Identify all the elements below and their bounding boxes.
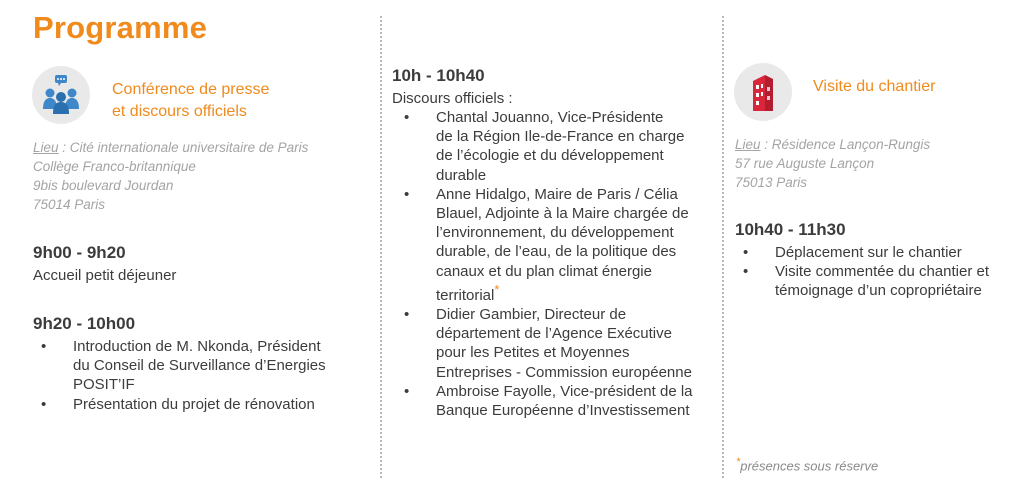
- list-item: • Introduction de M. Nkonda, Président du Conseil de Surveillance d’Energies POSIT’IF: [33, 337, 363, 395]
- list-item: • Visite commentée du chantier et témoignage d’un copropriétaire: [735, 262, 1015, 300]
- site-address: Lieu : Résidence Lançon-Rungis 57 rue Auguste Lançon 75013 Paris: [735, 137, 931, 190]
- list-item: • Chantal Jouanno, Vice-Présidente de la Région Ile-de-France en charge de l’écologie et du développement durable: [396, 108, 716, 185]
- footnote: *présences sous réserve: [736, 456, 879, 474]
- site-visit-header: Visite du chantier: [813, 78, 936, 95]
- agenda-list: [33, 337, 363, 414]
- slot-description: Accueil petit déjeuner: [33, 267, 177, 284]
- list-item: • Déplacement sur le chantier: [735, 243, 1015, 262]
- speakers-list: [396, 108, 716, 420]
- list-item: • Didier Gambier, Directeur de département de l’Agence Exécutive pour les Petites et Moyennes Entreprises - Commission européenne: [396, 305, 716, 382]
- time-slot: 9h20 - 10h00: [33, 314, 136, 333]
- footnote-marker: *: [494, 282, 500, 297]
- time-slot: 10h - 10h40: [392, 66, 485, 85]
- page-title: Programme: [33, 10, 208, 45]
- visit-list: [735, 243, 1015, 301]
- people-meeting-icon: [32, 66, 90, 124]
- time-slot: 10h40 - 11h30: [735, 220, 846, 239]
- time-slot: 9h00 - 9h20: [33, 243, 126, 262]
- column-divider: [380, 16, 382, 478]
- column-divider: [722, 16, 724, 478]
- list-item: • Présentation du projet de rénovation: [33, 395, 363, 414]
- list-item: • Anne Hidalgo, Maire de Paris / Célia Blauel, Adjointe à la Maire chargée de l’environnement, du développement durable, de l’eau, de la politique des canaux et du plan climat énergie territorial*: [396, 185, 716, 305]
- slot-description: Discours officiels :: [392, 90, 513, 107]
- list-item: • Ambroise Fayolle, Vice-président de la Banque Européenne d’Investissement: [396, 382, 716, 420]
- conference-header: Conférence de presse et discours officiels: [112, 81, 270, 120]
- venue-address: Lieu : Cité internationale universitaire de Paris Collège Franco-britannique 9bis boulevard Jourdan 75014 Paris: [33, 140, 309, 212]
- building-icon: [734, 63, 792, 121]
